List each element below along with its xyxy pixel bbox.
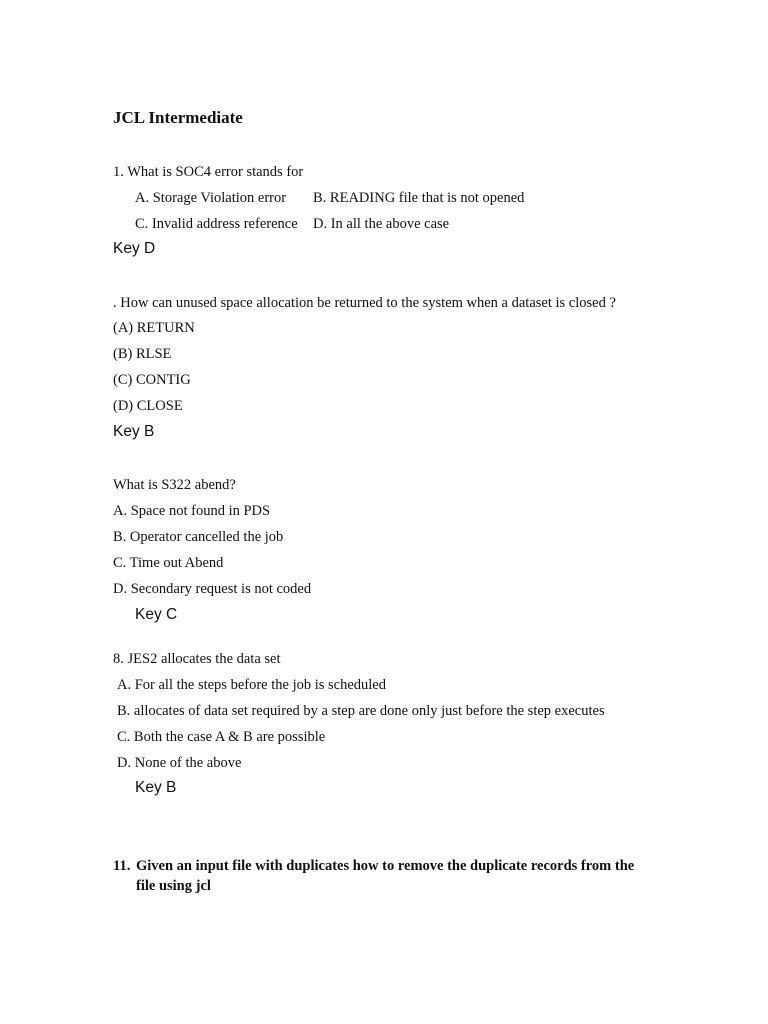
question-3-option-a: A. Space not found in PDS (113, 503, 271, 519)
question-1-option-a: A. Storage Violation error (135, 190, 287, 206)
question-8-option-d: D. None of the above (117, 755, 242, 771)
question-2-option-b: (B) RLSE (113, 346, 172, 362)
question-1-text: 1. What is SOC4 error stands for (113, 164, 304, 180)
question-2-option-c: (C) CONTIG (113, 372, 191, 388)
question-2-option-a: (A) RETURN (113, 320, 195, 336)
question-8-option-c: C. Both the case A & B are possible (117, 729, 326, 745)
question-8-key: Key B (135, 779, 177, 796)
question-11-text-line-2: file using jcl (136, 878, 211, 894)
question-1-option-c: C. Invalid address reference (135, 216, 298, 232)
question-11-text-line-1: Given an input file with duplicates how to remove the duplicate records from the (136, 858, 635, 874)
question-3-option-d: D. Secondary request is not coded (113, 581, 312, 597)
question-8-option-b: B. allocates of data set required by a step are done only just before the step executes (117, 703, 605, 719)
question-3-key: Key C (135, 606, 178, 623)
question-3-text: What is S322 abend? (113, 477, 236, 493)
question-11-number: 11. (113, 858, 131, 874)
page-title: JCL Intermediate (113, 108, 243, 127)
question-2-option-d: (D) CLOSE (113, 398, 183, 414)
question-2-key: Key B (113, 423, 155, 440)
question-3-option-b: B. Operator cancelled the job (113, 529, 284, 545)
question-1-option-b: B. READING file that is not opened (313, 190, 525, 206)
question-1-option-d: D. In all the above case (313, 216, 450, 232)
question-2-text: . How can unused space allocation be returned to the system when a dataset is closed ? (113, 295, 616, 311)
question-8-text: 8. JES2 allocates the data set (113, 651, 281, 667)
question-8-option-a: A. For all the steps before the job is scheduled (117, 677, 386, 693)
question-3-option-c: C. Time out Abend (113, 555, 224, 571)
question-1-key: Key D (113, 240, 156, 257)
